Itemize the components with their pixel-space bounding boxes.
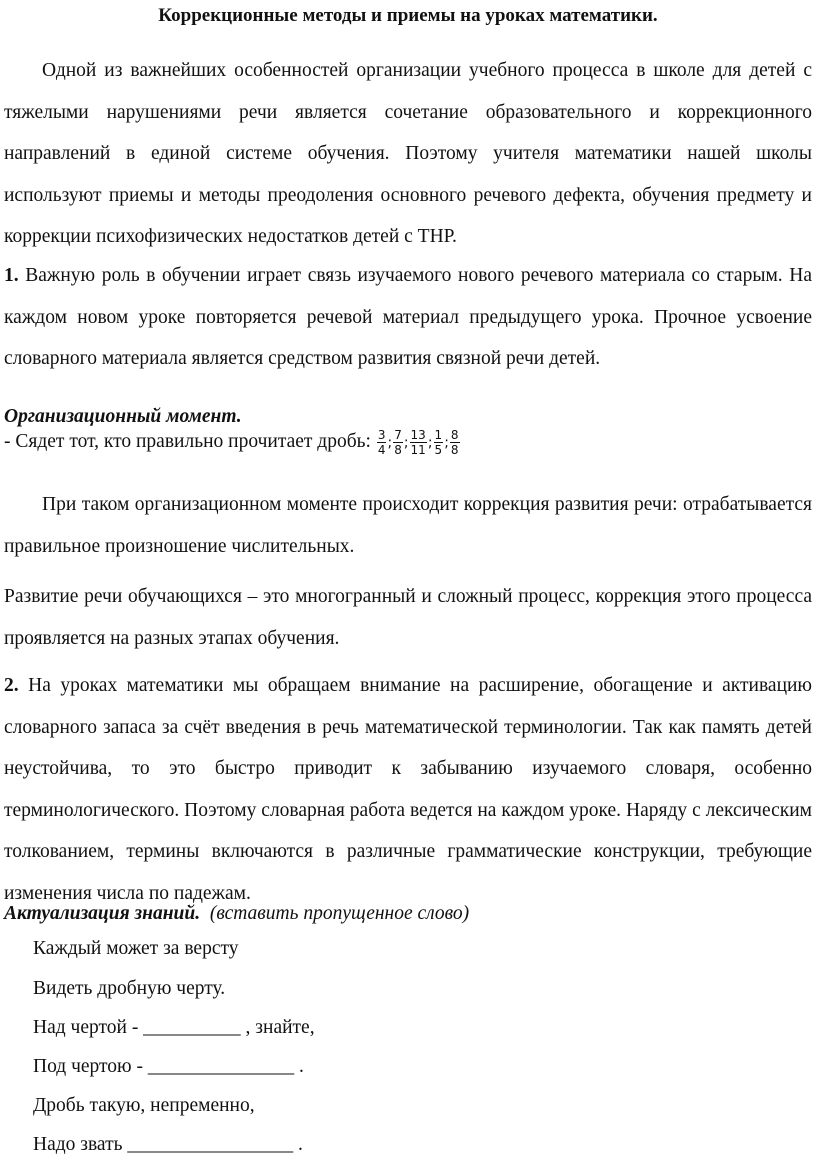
section-1-number: 1. [4,265,19,286]
section-2-text: На уроках математики мы обращаем внимание на расширение, обогащение и активацию словарного запаса за счёт введения в речь математической терминологии. Так как память детей неустойчива, то это быстро приводит к забыванию изучаемого словаря, особенно терминологического. Поэтому словарная работа ведется на каждом уроке. Наряду с лексическим толкованием, термины включаются в различные грамматические конструкции, требующие изменения числа по падежам. [4,675,813,904]
fraction-separator: ; [444,434,449,451]
fraction-numerator: 7 [394,428,402,442]
fraction [393,428,403,457]
fraction-list [376,428,461,457]
poem-line: Надо звать _________________ . [33,1134,303,1155]
document-title: Коррекционные методы и приемы на уроках математики. [158,5,658,26]
poem-line: Над чертой - __________ , знайте, [33,1017,315,1038]
section-1-paragraph [4,255,812,380]
fraction-denominator: 5 [434,443,443,457]
fraction [434,428,444,457]
actualization-title: Актуализация знаний. [4,903,201,924]
fraction-numerator: 13 [410,428,426,442]
fraction-denominator: 4 [377,443,386,457]
correction-paragraph: При таком организационном моменте происходит коррекция развития речи: отрабатывается правильное произношение числительных. [4,494,812,557]
fraction-separator: ; [403,434,409,451]
actualization-note: (вставить пропущенное слово) [209,903,470,924]
fraction-task [4,428,461,457]
poem-line: Под чертою - _______________ . [33,1056,304,1077]
section-2-paragraph [4,665,812,914]
fraction [450,428,460,457]
actualization-heading [4,902,469,926]
fraction-separator: ; [427,434,433,451]
fraction-denominator: 8 [394,443,402,457]
poem-line: Каждый может за версту [33,938,239,959]
fraction-separator: ; [387,434,393,451]
fraction-numerator: 1 [434,428,443,442]
section-2-number: 2. [4,675,19,696]
fraction-numerator: 8 [450,428,459,442]
fraction [377,428,387,457]
fraction-denominator: 11 [410,443,426,457]
section-1-text: Важную роль в обучении играет связь изучаемого нового речевого материала со старым. На каждом новом уроке повторяется речевой материал предыдущего урока. Прочное усвоение словарного материала является средством развития связной речи детей. [4,265,812,369]
org-moment-heading: Организационный момент. [4,406,242,427]
development-paragraph: Развитие речи обучающихся – это многогранный и сложный процесс, коррекция этого процесса проявляется на разных этапах обучения. [4,586,812,649]
fraction [410,428,427,457]
poem-line: Дробь такую, непременно, [33,1095,255,1116]
fraction-denominator: 8 [450,443,459,457]
fraction-numerator: 3 [377,428,386,442]
poem-line: Видеть дробную черту. [33,978,226,999]
intro-paragraph: Одной из важнейших особенностей организации учебного процесса в школе для детей с тяжелыми нарушениями речи является сочетание образовательного и коррекционного направлений в единой системе обучения. Поэтому учителя математики нашей школы используют приемы и методы преодоления основного речевого дефекта, обучения предмету и коррекции психофизических недостатков детей с ТНР. [4,60,812,247]
fraction-task-text: - Сядет тот, кто правильно прочитает дробь: [4,430,376,452]
